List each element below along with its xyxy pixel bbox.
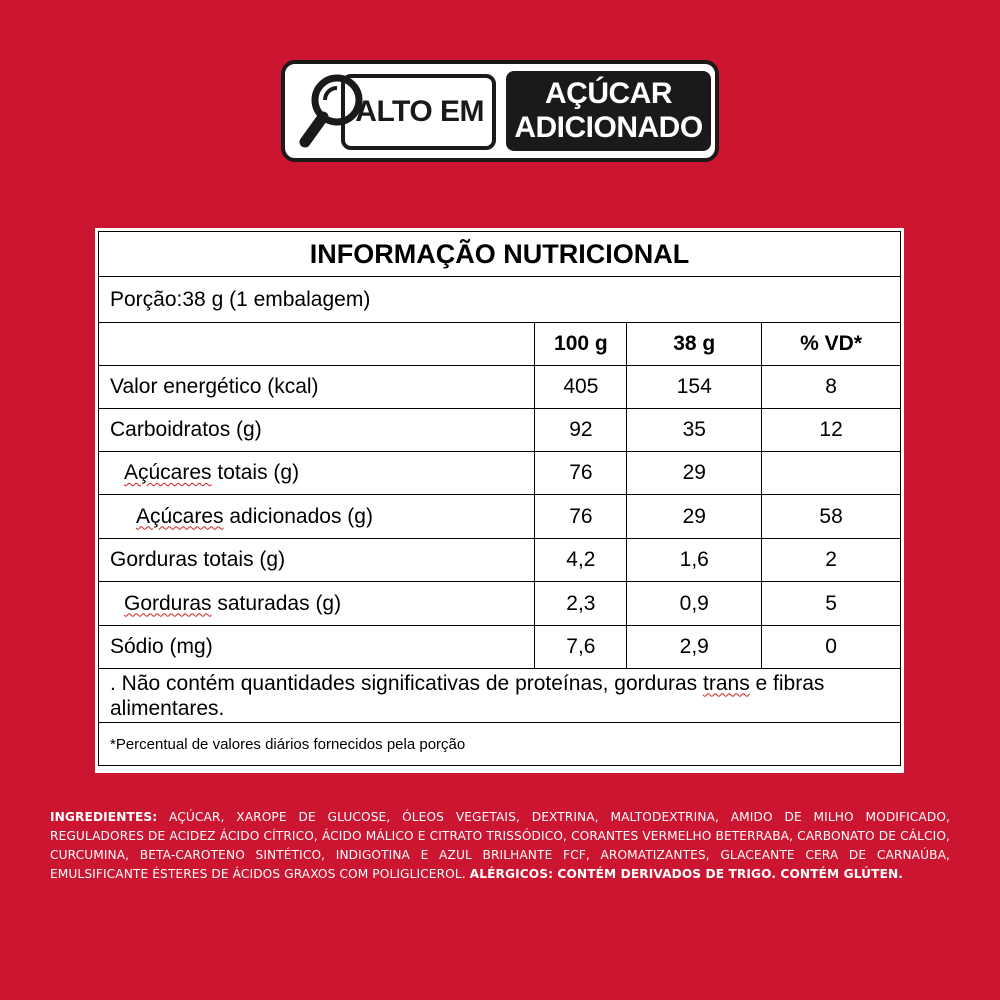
row-value-100g: 4,2 <box>535 539 627 582</box>
table-row <box>99 626 901 669</box>
row-label-rest: adicionados (g) <box>223 504 373 528</box>
row-value-vd: 8 <box>762 366 901 409</box>
header-vd: % VD* <box>762 323 901 366</box>
ingredients-text <box>50 808 950 884</box>
table-row <box>99 452 901 495</box>
row-value-vd: 0 <box>762 626 901 669</box>
seal-nutrient-box <box>506 71 711 151</box>
nutrition-table <box>98 231 901 766</box>
portion-size: Porção:38 g (1 embalagem) <box>99 277 901 323</box>
row-label-word: Açúcares <box>136 504 224 528</box>
seal-nutrient-line2: ADICIONADO <box>514 111 703 144</box>
row-label-word: Gorduras <box>124 591 212 615</box>
row-value-portion: 2,9 <box>627 626 762 669</box>
row-value-vd: 5 <box>762 582 901 626</box>
row-label: Carboidratos (g) <box>99 409 535 452</box>
table-footnote: *Percentual de valores diários fornecidos pela porção <box>99 723 901 766</box>
header-portion: 38 g <box>627 323 762 366</box>
row-value-vd: 12 <box>762 409 901 452</box>
header-100g: 100 g <box>535 323 627 366</box>
row-value-portion: 29 <box>627 452 762 495</box>
row-value-100g: 2,3 <box>535 582 627 626</box>
table-row <box>99 539 901 582</box>
row-value-portion: 1,6 <box>627 539 762 582</box>
row-label-rest: totais (g) <box>211 461 300 484</box>
note-trans-word: trans <box>703 671 750 695</box>
row-value-vd: 2 <box>762 539 901 582</box>
row-label: Gorduras totais (g) <box>99 539 535 582</box>
row-value-100g: 7,6 <box>535 626 627 669</box>
row-label <box>99 452 535 495</box>
table-note <box>99 669 901 723</box>
high-added-sugar-seal <box>281 60 719 162</box>
header-row <box>99 323 901 366</box>
table-row <box>99 495 901 539</box>
note-text-a: . Não contém quantidades significativas de proteínas, gorduras <box>110 671 704 695</box>
nutrition-panel <box>95 228 904 773</box>
row-label-rest: saturadas (g) <box>211 591 342 615</box>
seal-nutrient-line1: AÇÚCAR <box>545 77 672 110</box>
row-value-portion: 154 <box>627 366 762 409</box>
allergens-statement: ALÉRGICOS: CONTÉM DERIVADOS DE TRIGO. CONTÉM GLÚTEN. <box>469 867 904 881</box>
row-value-100g: 76 <box>535 495 627 539</box>
table-row <box>99 582 901 626</box>
header-empty <box>99 323 535 366</box>
row-label: Valor energético (kcal) <box>99 366 535 409</box>
ingredients-list: AÇÚCAR, XAROPE DE GLUCOSE, ÓLEOS VEGETAIS, DEXTRINA, MALTODEXTRINA, AMIDO DE MILHO MODIFICADO, REGULADORES DE ACIDEZ ÁCIDO CÍTRICO, ÁCIDO MÁLICO E CITRATO TRISSÓDICO, CORANTES VERMELHO BETERRABA, CARBONATO DE CÁLCIO, CURCUMINA, BETA-CAROTENO SINTÉTICO, INDIGOTINA E AZUL BRILHANTE FCF, AROMATIZANTES, GLACEANTE CERA DE CARNAÚBA, EMULSIFICANTE ÉSTERES DE ÁCIDOS GRAXOS COM POLIGLICEROL. <box>50 810 950 881</box>
row-label-word: Açúcares <box>124 461 212 484</box>
row-value-100g: 405 <box>535 366 627 409</box>
row-value-100g: 76 <box>535 452 627 495</box>
row-value-portion: 0,9 <box>627 582 762 626</box>
table-row <box>99 409 901 452</box>
row-label: Sódio (mg) <box>99 626 535 669</box>
table-title: INFORMAÇÃO NUTRICIONAL <box>99 232 901 277</box>
row-value-portion: 29 <box>627 495 762 539</box>
seal-alto-em-label: ALTO EM <box>341 74 496 150</box>
table-row <box>99 366 901 409</box>
row-value-vd: 58 <box>762 495 901 539</box>
note-text-b: e fibras alimentares. <box>110 671 825 720</box>
row-label <box>99 582 535 626</box>
row-label <box>99 495 535 539</box>
row-value-100g: 92 <box>535 409 627 452</box>
row-value-portion: 35 <box>627 409 762 452</box>
ingredients-label: INGREDIENTES: <box>50 810 158 824</box>
row-value-vd <box>762 452 901 495</box>
